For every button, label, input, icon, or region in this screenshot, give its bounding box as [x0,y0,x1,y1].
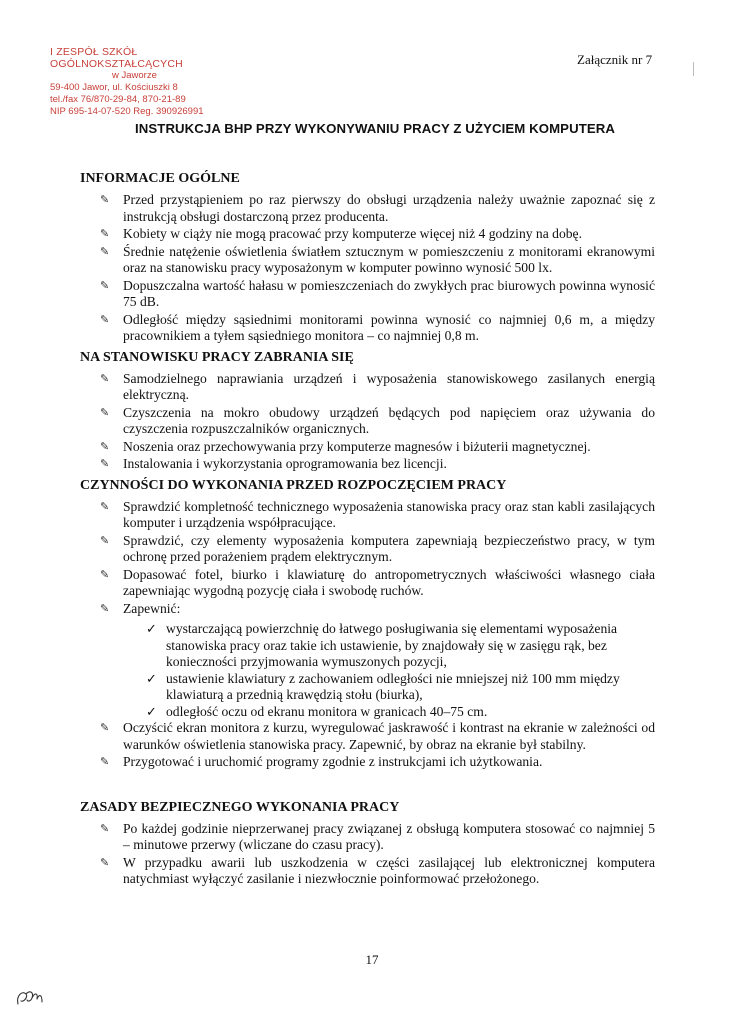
check-item: ✓ ustawienie klawiatury z zachowaniem odległości nie mniejszej niż 100 mm między klawiaturą a przednią krawędzią stołu (biurka), [146,670,620,702]
list-item: ✎ W przypadku awarii lub uszkodzenia w części zasilającej lub elektronicznej komputera natychmiast wyłączyć zasilanie i niezwłocznie poinformować przełożonego. [100,854,655,886]
list-item: ✎ Czyszczenia na mokro obudowy urządzeń będących pod napięciem oraz używania do czyszczenia rozpuszczalników organicznych. [100,404,655,436]
list-item: ✎ Przygotować i uruchomić programy zgodnie z instrukcjami ich użytkowania. [100,754,543,769]
stamp-school-name: I ZESPÓŁ SZKÓŁ OGÓLNOKSZTAŁCĄCYCH [50,46,183,70]
section-safe-work [80,799,655,888]
document-body [80,170,655,892]
pen-bullet-icon: ✎ [100,722,110,734]
check-item: ✓ odległość oczu od ekranu monitora w granicach 40–75 cm. [146,703,488,719]
pen-bullet-icon: ✎ [100,534,110,547]
scan-edge-mark [693,62,694,76]
list-item: ✎ Noszenia oraz przechowywania przy komputerze magnesów i biżuterii magnetycznej. [100,438,591,454]
check-icon: ✓ [146,621,157,636]
list-item: ✎ Średnie natężenie oświetlenia światłem sztucznym w pomieszczeniu z monitorami ekranowymi oraz na stanowisku pracy wyposażonym w komputer powinno wynosić 500 lx. [100,243,655,275]
list-item: ✎ Oczyścić ekran monitora z kurzu, wyregulować jaskrawość i kontrast na ekranie w zależności od warunków oświetlenia stanowiska pracy. Zapewnić, by obraz na ekranie był stabilny. [100,720,655,752]
list-item: ✎ Odległość między sąsiednimi monitorami powinna wynosić co najmniej 0,6 m, a między pracownikiem a tyłem sąsiedniego monitora – co najmniej 0,8 m. [100,311,655,343]
pen-bullet-icon: ✎ [100,568,110,581]
stamp-phone: tel./fax 76/870-29-84, 870-21-89 [50,94,186,105]
section-heading: INFORMACJE OGÓLNE [80,171,240,186]
stamp-address: 59-400 Jawor, ul. Kościuszki 8 [50,82,178,93]
list-item: ✎ Instalowania i wykorzystania oprogramowania bez licencji. [100,456,447,471]
section-before-work [80,477,655,771]
pen-bullet-icon: ✎ [100,756,110,768]
list-item: ✎ Sprawdzić, czy elementy wyposażenia komputera zapewniają bezpieczeństwo pracy, w tym ochronę przed porażeniem prądem elektrycznym. [100,532,655,564]
page-number: 17 [365,952,379,967]
list-item: ✎ Przed przystąpieniem po raz pierwszy do obsługi urządzenia należy uważnie zapoznać się z instrukcją obsługi dostarczoną przez producenta. [100,192,655,224]
stamp-city: w Jaworze [112,70,157,81]
check-icon: ✓ [146,670,157,686]
section-heading: CZYNNOŚCI DO WYKONANIA PRZED ROZPOCZĘCIEM PRACY [80,477,507,493]
pen-bullet-icon: ✎ [100,856,110,869]
annex-label: Załącznik nr 7 [577,52,653,67]
pen-bullet-icon: ✎ [100,194,110,206]
list-item: ✎ Dopasować fotel, biurko i klawiaturę do antropometrycznych właściwości własnego ciała zapewniając wygodną pozycję ciała i swobodę ruchów. [100,566,655,598]
pen-bullet-icon: ✎ [100,372,110,385]
list-item: ✎ Dopuszczalna wartość hałasu w pomieszczeniach do zwykłych prac biurowych powinna wynosić 75 dB. [100,277,655,309]
check-icon: ✓ [146,703,157,719]
section-prohibited [80,349,655,473]
checklist [80,621,655,720]
pen-bullet-icon: ✎ [100,279,110,292]
pen-bullet-icon: ✎ [100,440,110,453]
check-item: ✓ wystarczającą powierzchnię do łatwego posługiwania się elementami wyposażenia stanowiska pracy oraz takie ich ustawienie, by znajdowały się w zasięgu rąk, bez konieczności przyjmowania wymuszonych pozycji, [146,621,618,669]
pen-bullet-icon: ✎ [100,313,110,326]
list-item: ✎ Zapewnić: [100,600,181,616]
school-stamp [50,46,250,118]
document-title: INSTRUKCJA BHP PRZY WYKONYWANIU PRACY Z UŻYCIEM KOMPUTERA [135,121,615,136]
pen-bullet-icon: ✎ [100,406,110,419]
pen-bullet-icon: ✎ [100,458,110,470]
list-item: ✎ Sprawdzić kompletność technicznego wyposażenia stanowiska pracy oraz stan kabli zasilających komputer i urządzenia współpracujące. [100,498,655,530]
section-general-info [80,170,655,345]
section-heading: NA STANOWISKU PRACY ZABRANIA SIĘ [80,349,354,365]
list-item: ✎ Kobiety w ciąży nie mogą pracować przy komputerze więcej niż 4 godziny na dobę. [100,226,582,241]
stamp-nip: NIP 695-14-07-520 Reg. 390926991 [50,106,204,117]
pen-bullet-icon: ✎ [100,822,110,835]
pen-bullet-icon: ✎ [100,228,110,240]
section-heading: ZASADY BEZPIECZNEGO WYKONANIA PRACY [80,799,400,815]
pen-bullet-icon: ✎ [100,602,110,615]
handwritten-initials [14,984,46,1010]
pen-bullet-icon: ✎ [100,245,110,258]
pen-bullet-icon: ✎ [100,500,110,513]
list-item: ✎ Samodzielnego naprawiania urządzeń i wyposażenia stanowiskowego zasilanych energią elektryczną. [100,370,655,402]
list-item: ✎ Po każdej godzinie nieprzerwanej pracy związanej z obsługą komputera stosować co najmniej 5 – minutowe przerwy (wliczane do czasu pracy). [100,820,655,852]
